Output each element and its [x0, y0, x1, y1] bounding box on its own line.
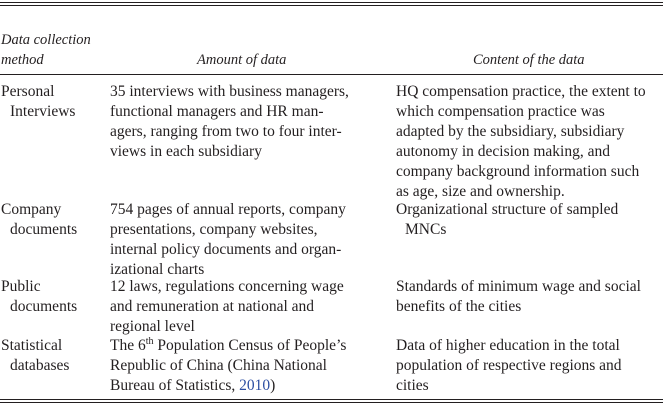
ordinal-superscript: th	[145, 335, 154, 347]
top-rule-2	[0, 5, 663, 6]
header-rule	[0, 74, 663, 75]
amount-text: agers, ranging from two to four inter-	[110, 123, 342, 140]
amount-text: The 6	[110, 337, 146, 354]
content-text: HQ compensation practice, the extent to	[396, 83, 646, 100]
amount-cell	[110, 277, 344, 337]
content-text: Standards of minimum wage and social	[396, 278, 641, 295]
method-cell	[1, 200, 77, 240]
amount-text: izational charts	[110, 261, 205, 278]
method-text: Personal	[1, 83, 55, 100]
content-text: adapted by the subsidiary, subsidiary	[396, 123, 625, 140]
content-cell	[396, 336, 622, 396]
amount-text: Bureau of Statistics,	[110, 377, 240, 394]
content-text: benefits of the cities	[396, 298, 522, 315]
amount-cell	[110, 200, 346, 280]
method-cell	[1, 277, 77, 317]
amount-cell	[110, 336, 346, 396]
amount-cell	[110, 82, 349, 162]
header-method-line2: method	[1, 52, 44, 68]
amount-text: presentations, company websites,	[110, 221, 318, 238]
top-rule-1	[0, 2, 663, 3]
content-text: which compensation practice was	[396, 103, 605, 120]
content-cell	[396, 82, 646, 202]
bottom-rule-2	[0, 402, 663, 403]
amount-text: Republic of China (China National	[110, 357, 327, 374]
amount-text-line3	[110, 376, 346, 396]
bottom-rule-1	[0, 399, 663, 400]
amount-text: functional managers and HR man-	[110, 103, 324, 120]
content-text: cities	[396, 377, 429, 394]
content-cell	[396, 277, 641, 317]
citation-link[interactable]: 2010	[239, 377, 271, 394]
method-text: documents	[10, 221, 78, 238]
content-text: Data of higher education in the total	[396, 337, 620, 354]
method-text: Interviews	[10, 103, 76, 120]
header-amount: Amount of data	[197, 52, 287, 68]
amount-text: 12 laws, regulations concerning wage	[110, 278, 344, 295]
amount-text: Population Census of People’s	[153, 337, 347, 354]
method-text: Company	[1, 201, 62, 218]
content-cell	[396, 200, 618, 240]
amount-text-line1	[110, 336, 346, 356]
amount-text: and remuneration at national and	[110, 298, 315, 315]
method-text: databases	[10, 357, 70, 374]
content-text: as age, size and ownership.	[396, 183, 565, 200]
content-text: population of respective regions and	[396, 357, 622, 374]
amount-text: 754 pages of annual reports, company	[110, 201, 346, 218]
header-method-line1: Data collection	[1, 32, 91, 48]
method-cell	[1, 82, 75, 122]
content-text: Organizational structure of sampled	[396, 201, 619, 218]
amount-text: internal policy documents and organ-	[110, 241, 342, 258]
method-text: Public	[1, 278, 41, 295]
header-content: Content of the data	[473, 52, 585, 68]
method-text: documents	[10, 298, 78, 315]
amount-text: )	[270, 377, 276, 394]
method-text: Statistical	[1, 337, 63, 354]
amount-text: regional level	[110, 318, 195, 335]
amount-text: views in each subsidiary	[110, 143, 262, 160]
method-cell	[1, 336, 69, 376]
content-text: company background information such	[396, 163, 640, 180]
amount-text: 35 interviews with business managers,	[110, 83, 349, 100]
content-text: MNCs	[405, 221, 447, 238]
content-text: autonomy in decision making, and	[396, 143, 610, 160]
